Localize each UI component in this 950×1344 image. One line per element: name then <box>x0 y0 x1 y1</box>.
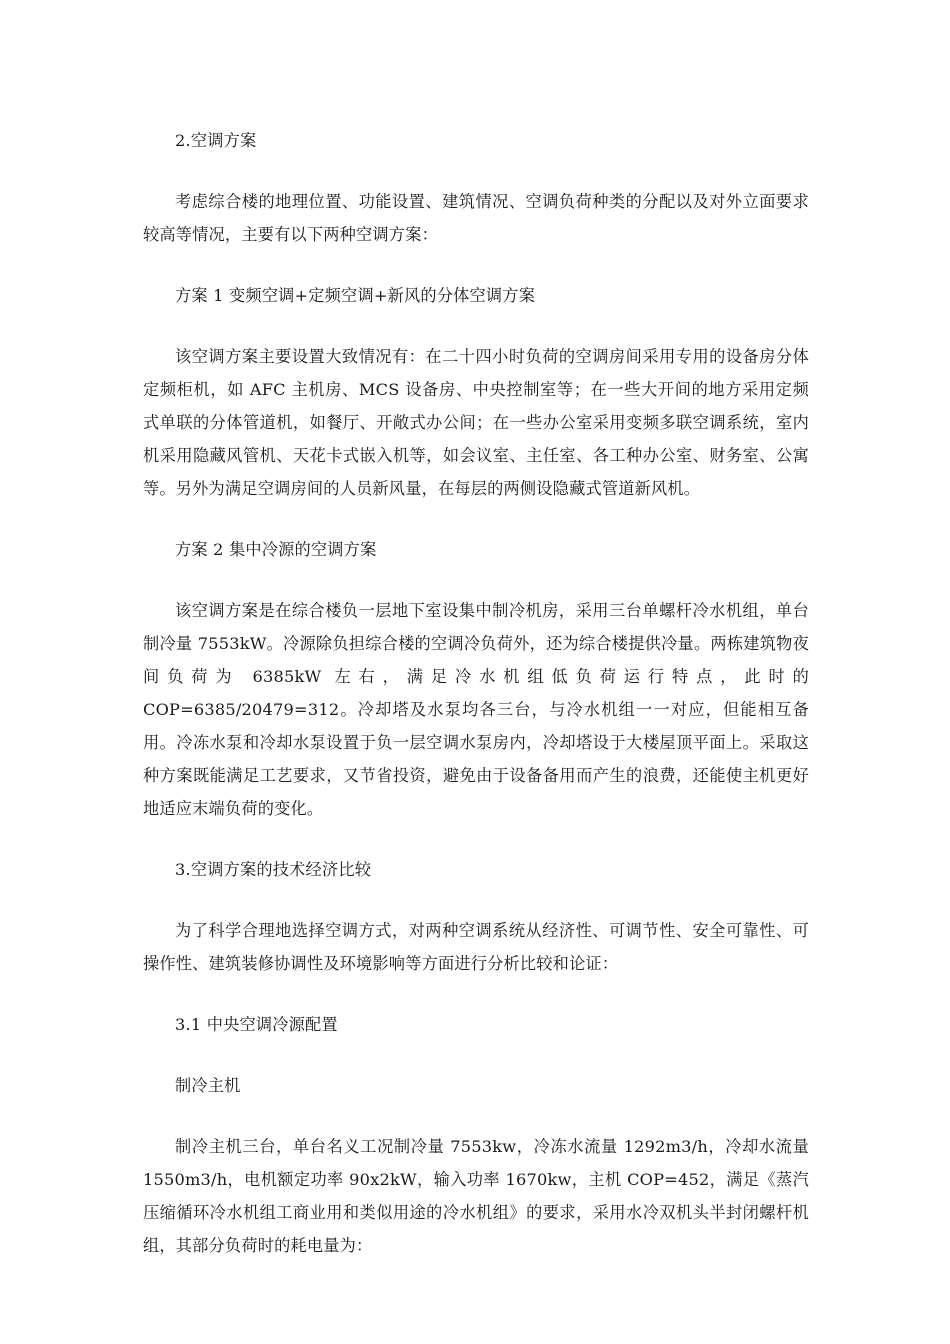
section-heading-comparison: 3.空调方案的技术经济比较 <box>175 860 372 879</box>
subheading-scheme-1: 方案 1 变频空调+定频空调+新风的分体空调方案 <box>175 286 536 305</box>
paragraph-scheme-2: 该空调方案是在综合楼负一层地下室设集中制冷机房，采用三台单螺杆冷水机组，单台制冷量 7553kW。冷源除负担综合楼的空调冷负荷外，还为综合楼提供冷量。两栋建筑物夜间负荷为 6385kW 左右，满足冷水机组低负荷运行特点，此时的 COP=6385/20479=312。冷却塔及水泵均各三台，与冷水机组一一对应，但能相互备用。冷冻水泵和冷却水泵设置于负一层空调水泵房内，冷却塔设于大楼屋顶平面上。采取这种方案既能满足工艺要求，又节省投资，避免由于设备备用而产生的浪费，还能使主机更好地适应末端负荷的变化。 <box>143 601 809 818</box>
paragraph-comparison: 为了科学合理地选择空调方式，对两种空调系统从经济性、可调节性、安全可靠性、可操作性、建筑装修协调性及环境影响等方面进行分析比较和论证： <box>143 921 809 973</box>
paragraph-chiller: 制冷主机三台，单台名义工况制冷量 7553kw，冷冻水流量 1292m3/h，冷却水流量 1550m3/h，电机额定功率 90x2kW，输入功率 1670kw，主机 COP=452，满足《蒸汽压缩循环冷水机组工商业用和类似用途的冷水机组》的要求，采用水冷双机头半封闭螺杆机组，其部分负荷时的耗电量为： <box>143 1137 809 1255</box>
document-body <box>143 124 809 1262</box>
section-heading-aircon-schemes: 2.空调方案 <box>175 131 257 150</box>
paragraph-scheme-1: 该空调方案主要设置大致情况有：在二十四小时负荷的空调房间采用专用的设备房分体定频柜机，如 AFC 主机房、MCS 设备房、中央控制室等；在一些大开间的地方采用定频式单联的分体管道机，如餐厅、开敞式办公间；在一些办公室采用变频多联空调系统，室内机采用隐藏风管机、天花卡式嵌入机等，如会议室、主任室、各工种办公室、财务室、公寓等。另外为满足空调房间的人员新风量，在每层的两侧设隐藏式管道新风机。 <box>143 347 809 498</box>
paragraph-intro: 考虑综合楼的地理位置、功能设置、建筑情况、空调负荷种类的分配以及对外立面要求较高等情况，主要有以下两种空调方案： <box>143 192 809 244</box>
subheading-scheme-2: 方案 2 集中冷源的空调方案 <box>175 540 377 559</box>
subsection-heading-cold-source: 3.1 中央空调冷源配置 <box>175 1015 338 1034</box>
subheading-chiller: 制冷主机 <box>175 1076 241 1095</box>
